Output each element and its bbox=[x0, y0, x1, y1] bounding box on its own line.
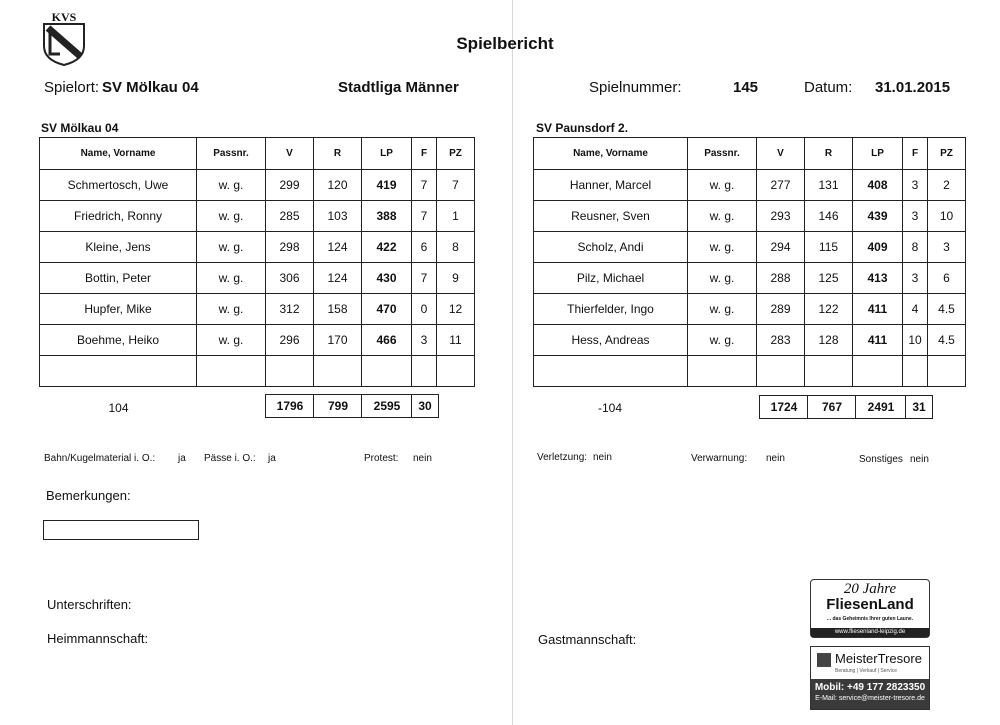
verletzung-value: nein bbox=[593, 452, 612, 463]
r-score: 170 bbox=[314, 325, 362, 356]
pass-number: w. g. bbox=[688, 263, 757, 294]
pass-number bbox=[197, 356, 266, 387]
r-score bbox=[805, 356, 853, 387]
r-score: 124 bbox=[314, 232, 362, 263]
home-diff: 104 bbox=[108, 401, 129, 415]
pz-score: 3 bbox=[928, 232, 966, 263]
player-name: Pilz, Michael bbox=[534, 263, 688, 294]
v-score: 288 bbox=[757, 263, 805, 294]
pass-number: w. g. bbox=[688, 170, 757, 201]
pz-score: 4.5 bbox=[928, 325, 966, 356]
home-total-lp: 2595 bbox=[373, 399, 401, 413]
logo-text: KVS bbox=[51, 10, 77, 24]
f-score: 0 bbox=[412, 294, 437, 325]
liga-name: Stadtliga Männer bbox=[338, 79, 459, 96]
r-score: 103 bbox=[314, 201, 362, 232]
v-score bbox=[757, 356, 805, 387]
lp-score: 439 bbox=[853, 201, 903, 232]
f-score: 7 bbox=[412, 263, 437, 294]
column-header: F bbox=[412, 138, 437, 170]
safe-icon bbox=[817, 653, 831, 667]
f-score: 3 bbox=[903, 263, 928, 294]
paesse-value: ja bbox=[268, 453, 276, 464]
heim-signature-label: Heimmannschaft: bbox=[47, 631, 149, 646]
guest-total-lp: 2491 bbox=[867, 400, 895, 414]
f-score: 7 bbox=[412, 170, 437, 201]
r-score: 128 bbox=[805, 325, 853, 356]
bahn-value: ja bbox=[178, 453, 186, 464]
f-score bbox=[903, 356, 928, 387]
r-score: 115 bbox=[805, 232, 853, 263]
column-header: Name, Vorname bbox=[40, 138, 197, 170]
pass-number: w. g. bbox=[197, 263, 266, 294]
protest-label: Protest: bbox=[364, 453, 399, 464]
guest-total-v: 1724 bbox=[770, 400, 798, 414]
pz-score: 10 bbox=[928, 201, 966, 232]
pass-number: w. g. bbox=[688, 325, 757, 356]
guest-team-name: SV Paunsdorf 2. bbox=[536, 121, 629, 135]
home-total-f: 30 bbox=[418, 399, 432, 413]
table-row bbox=[40, 170, 475, 201]
table-header-row bbox=[534, 138, 966, 170]
player-name: Hess, Andreas bbox=[534, 325, 688, 356]
player-name: Kleine, Jens bbox=[40, 232, 197, 263]
r-score: 131 bbox=[805, 170, 853, 201]
column-header: Passnr. bbox=[197, 138, 266, 170]
pz-score bbox=[437, 356, 475, 387]
tresore-email: E-Mail: service@meister-tresore.de bbox=[815, 695, 925, 702]
v-score: 306 bbox=[266, 263, 314, 294]
v-score: 296 bbox=[266, 325, 314, 356]
guest-totals-box bbox=[759, 395, 933, 419]
pz-score: 9 bbox=[437, 263, 475, 294]
home-total-v: 1796 bbox=[276, 399, 304, 413]
player-name: Reusner, Sven bbox=[534, 201, 688, 232]
player-name: Schmertosch, Uwe bbox=[40, 170, 197, 201]
table-row bbox=[534, 232, 966, 263]
v-score: 283 bbox=[757, 325, 805, 356]
f-score: 3 bbox=[903, 170, 928, 201]
player-name: Thierfelder, Ingo bbox=[534, 294, 688, 325]
home-total-r: 799 bbox=[327, 399, 349, 413]
f-score: 6 bbox=[412, 232, 437, 263]
pass-number: w. g. bbox=[688, 232, 757, 263]
table-row bbox=[40, 201, 475, 232]
guest-total-f: 31 bbox=[912, 400, 926, 414]
column-header: Passnr. bbox=[688, 138, 757, 170]
table-row bbox=[534, 201, 966, 232]
pz-score: 11 bbox=[437, 325, 475, 356]
home-totals-box bbox=[265, 394, 439, 418]
lp-score: 430 bbox=[362, 263, 412, 294]
paesse-label: Pässe i. O.: bbox=[204, 453, 256, 464]
lp-score: 409 bbox=[853, 232, 903, 263]
pass-number: w. g. bbox=[197, 201, 266, 232]
datum-label: Datum: bbox=[804, 79, 853, 96]
lp-score: 422 bbox=[362, 232, 412, 263]
gast-signature-label: Gastmannschaft: bbox=[538, 632, 637, 647]
v-score: 293 bbox=[757, 201, 805, 232]
player-name: Scholz, Andi bbox=[534, 232, 688, 263]
f-score: 3 bbox=[903, 201, 928, 232]
column-header: R bbox=[805, 138, 853, 170]
home-team-name: SV Mölkau 04 bbox=[41, 121, 119, 135]
player-name: Hupfer, Mike bbox=[40, 294, 197, 325]
v-score: 285 bbox=[266, 201, 314, 232]
fliesen-name: FliesenLand bbox=[826, 596, 914, 613]
r-score: 124 bbox=[314, 263, 362, 294]
table-row bbox=[40, 263, 475, 294]
lp-score: 388 bbox=[362, 201, 412, 232]
v-score: 294 bbox=[757, 232, 805, 263]
f-score: 4 bbox=[903, 294, 928, 325]
column-header: R bbox=[314, 138, 362, 170]
r-score: 146 bbox=[805, 201, 853, 232]
f-score: 7 bbox=[412, 201, 437, 232]
sonstiges-label: Sonstiges bbox=[859, 454, 903, 465]
player-name: Hanner, Marcel bbox=[534, 170, 688, 201]
player-name: Boehme, Heiko bbox=[40, 325, 197, 356]
pz-score bbox=[928, 356, 966, 387]
spielnummer-label: Spielnummer: bbox=[589, 79, 682, 96]
column-header: V bbox=[757, 138, 805, 170]
pz-score: 1 bbox=[437, 201, 475, 232]
datum-value: 31.01.2015 bbox=[875, 79, 951, 96]
r-score: 158 bbox=[314, 294, 362, 325]
spielnummer-value: 145 bbox=[733, 79, 759, 96]
meistertresore-ad bbox=[810, 646, 930, 710]
table-row bbox=[40, 356, 475, 387]
player-name bbox=[40, 356, 197, 387]
lp-score bbox=[853, 356, 903, 387]
sonstiges-value: nein bbox=[910, 454, 929, 465]
table-row bbox=[40, 294, 475, 325]
pz-score: 7 bbox=[437, 170, 475, 201]
fliesen-url: www.fliesenland-leipzig.de bbox=[811, 628, 929, 637]
lp-score: 419 bbox=[362, 170, 412, 201]
home-score-table bbox=[39, 137, 475, 387]
r-score: 125 bbox=[805, 263, 853, 294]
pz-score: 8 bbox=[437, 232, 475, 263]
column-header: PZ bbox=[437, 138, 475, 170]
bahn-label: Bahn/Kugelmaterial i. O.: bbox=[44, 453, 156, 464]
lp-score: 408 bbox=[853, 170, 903, 201]
v-score: 299 bbox=[266, 170, 314, 201]
table-row bbox=[534, 294, 966, 325]
page-fold bbox=[512, 0, 513, 725]
lp-score: 466 bbox=[362, 325, 412, 356]
bemerkungen-label: Bemerkungen: bbox=[46, 488, 131, 503]
pz-score: 6 bbox=[928, 263, 966, 294]
lp-score: 470 bbox=[362, 294, 412, 325]
column-header: LP bbox=[853, 138, 903, 170]
pass-number bbox=[688, 356, 757, 387]
guest-diff: -104 bbox=[597, 401, 623, 415]
lp-score: 413 bbox=[853, 263, 903, 294]
player-name: Bottin, Peter bbox=[40, 263, 197, 294]
spielort-label: Spielort: bbox=[44, 79, 100, 96]
column-header: LP bbox=[362, 138, 412, 170]
guest-score-table bbox=[533, 137, 966, 387]
lp-score bbox=[362, 356, 412, 387]
pz-score: 12 bbox=[437, 294, 475, 325]
page-title: Spielbericht bbox=[456, 34, 554, 53]
column-header: Name, Vorname bbox=[534, 138, 688, 170]
tresore-sub: Beratung | Verkauf | Service bbox=[835, 668, 898, 674]
column-header: F bbox=[903, 138, 928, 170]
table-row bbox=[40, 325, 475, 356]
column-header: PZ bbox=[928, 138, 966, 170]
pass-number: w. g. bbox=[197, 232, 266, 263]
f-score bbox=[412, 356, 437, 387]
v-score: 277 bbox=[757, 170, 805, 201]
v-score: 298 bbox=[266, 232, 314, 263]
fliesen-years: 20 Jahre bbox=[843, 581, 897, 597]
pz-score: 2 bbox=[928, 170, 966, 201]
player-name: Friedrich, Ronny bbox=[40, 201, 197, 232]
pass-number: w. g. bbox=[197, 294, 266, 325]
fliesenland-ad bbox=[810, 579, 930, 638]
player-name bbox=[534, 356, 688, 387]
v-score: 312 bbox=[266, 294, 314, 325]
v-score: 289 bbox=[757, 294, 805, 325]
unterschriften-label: Unterschriften: bbox=[47, 597, 132, 612]
r-score: 120 bbox=[314, 170, 362, 201]
pass-number: w. g. bbox=[688, 201, 757, 232]
pass-number: w. g. bbox=[197, 170, 266, 201]
f-score: 10 bbox=[903, 325, 928, 356]
f-score: 3 bbox=[412, 325, 437, 356]
fliesen-slogan: ... das Geheimnis Ihrer guten Laune. bbox=[826, 616, 914, 622]
guest-total-r: 767 bbox=[821, 400, 843, 414]
verwarnung-label: Verwarnung: bbox=[691, 453, 748, 464]
tresore-name: MeisterTresore bbox=[835, 651, 922, 666]
table-row bbox=[534, 263, 966, 294]
lp-score: 411 bbox=[853, 325, 903, 356]
r-score: 122 bbox=[805, 294, 853, 325]
column-header: V bbox=[266, 138, 314, 170]
lp-score: 411 bbox=[853, 294, 903, 325]
spielort-value: SV Mölkau 04 bbox=[102, 79, 199, 96]
table-header-row bbox=[40, 138, 475, 170]
table-row bbox=[534, 325, 966, 356]
f-score: 8 bbox=[903, 232, 928, 263]
pass-number: w. g. bbox=[688, 294, 757, 325]
pz-score: 4.5 bbox=[928, 294, 966, 325]
verletzung-label: Verletzung: bbox=[537, 452, 588, 463]
verwarnung-value: nein bbox=[766, 453, 785, 464]
bemerkungen-field[interactable] bbox=[43, 520, 199, 540]
protest-value: nein bbox=[413, 453, 432, 464]
pass-number: w. g. bbox=[197, 325, 266, 356]
r-score bbox=[314, 356, 362, 387]
tresore-phone: Mobil: +49 177 2823350 bbox=[814, 682, 926, 693]
v-score bbox=[266, 356, 314, 387]
table-row bbox=[40, 232, 475, 263]
table-row bbox=[534, 170, 966, 201]
table-row bbox=[534, 356, 966, 387]
